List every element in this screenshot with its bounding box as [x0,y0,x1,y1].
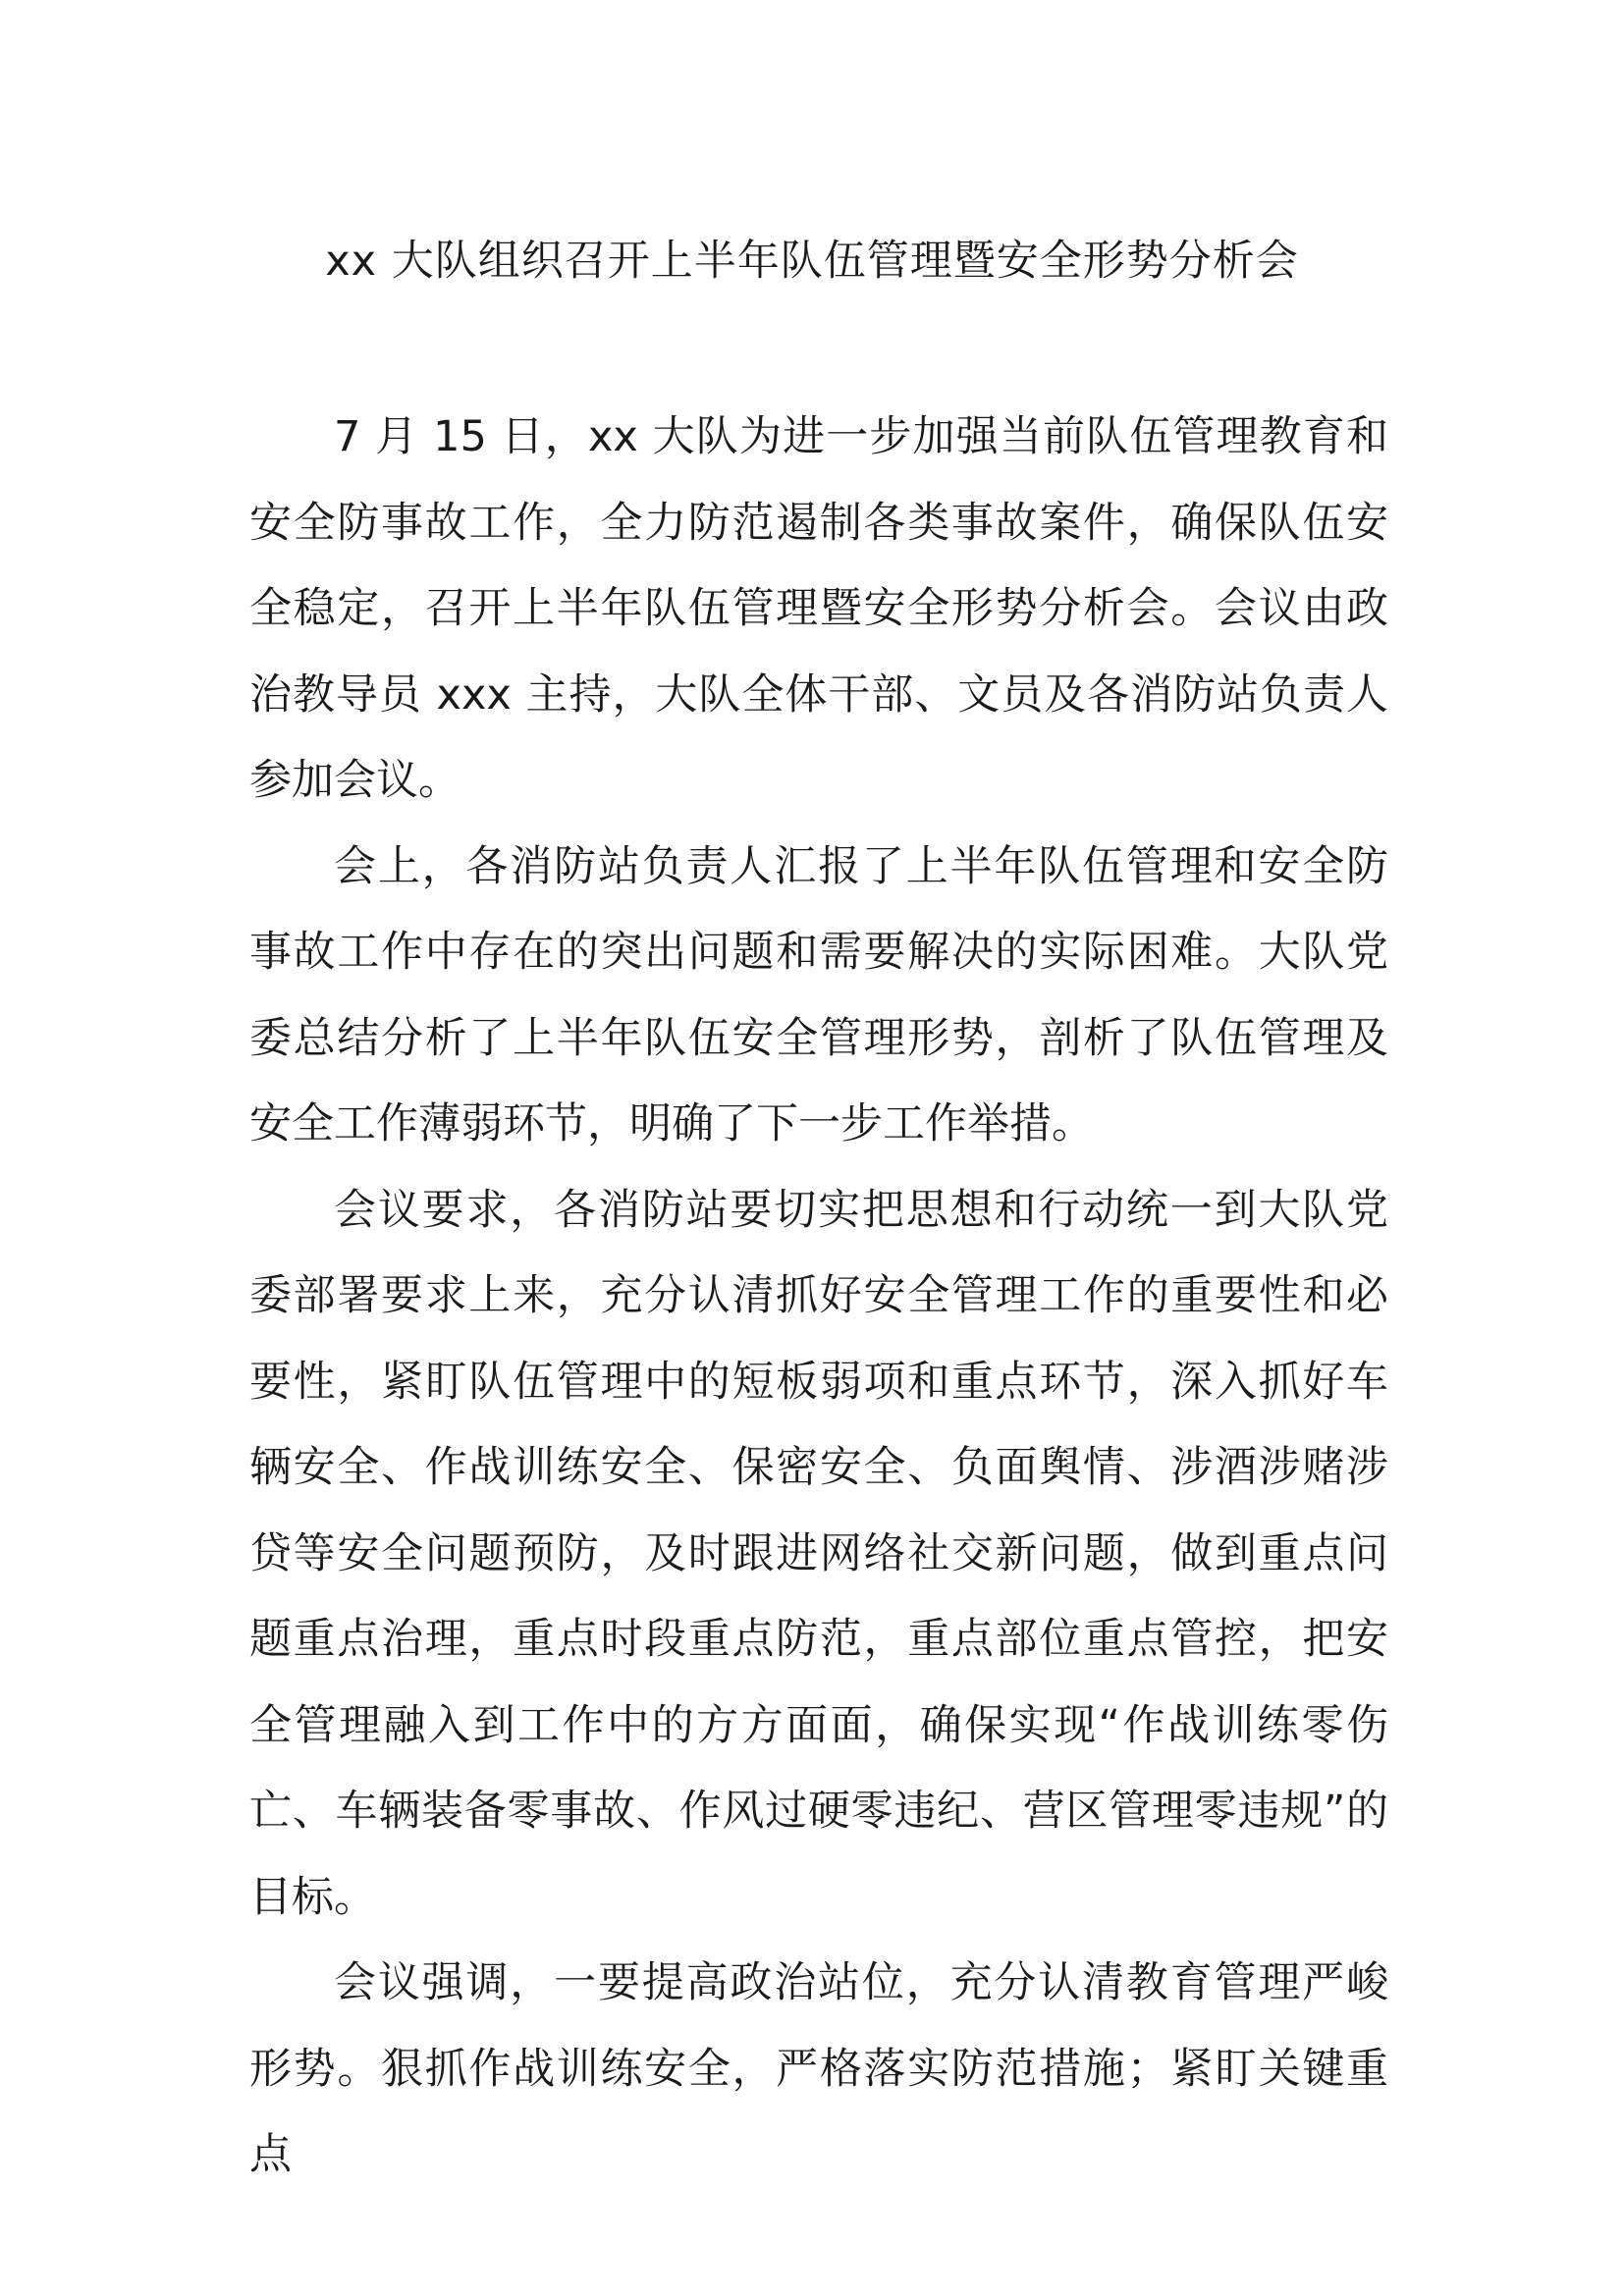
paragraph-1: 7 月 15 日，xx 大队为进一步加强当前队伍管理教育和安全防事故工作，全力防范遏制各类事故案件，确保队伍安全稳定，召开上半年队伍管理暨安全形势分析会。会议由政治教导员 xxx 主持，大队全体干部、文员及各消防站负责人参加会议。 [249,412,1388,805]
document-title: xx 大队组织召开上半年队伍管理暨安全形势分析会 [325,237,1299,286]
paragraph-4: 会议强调，一要提高政治站位，充分认清教育管理严峻形势。狠抓作战训练安全，严格落实防范措施；紧盯关键重点 [249,1958,1388,2179]
paragraph-3: 会议要求，各消防站要切实把思想和行动统一到大队党委部署要求上来，充分认清抓好安全管理工作的重要性和必要性，紧盯队伍管理中的短板弱项和重点环节，深入抓好车辆安全、作战训练安全、保密安全、负面舆情、涉酒涉赌涉贷等安全问题预防，及时跟进网络社交新问题，做到重点问题重点治理，重点时段重点防范，重点部位重点管控，把安全管理融入到工作中的方方面面，确保实现“作战训练零伤亡、车辆装备零事故、作风过硬零违纪、营区管理零违规”的目标。 [249,1185,1388,1922]
document-body [249,395,1388,2199]
paragraph-2: 会上，各消防站负责人汇报了上半年队伍管理和安全防事故工作中存在的突出问题和需要解决的实际困难。大队党委总结分析了上半年队伍安全管理形势，剖析了队伍管理及安全工作薄弱环节，明确了下一步工作举措。 [249,841,1388,1148]
